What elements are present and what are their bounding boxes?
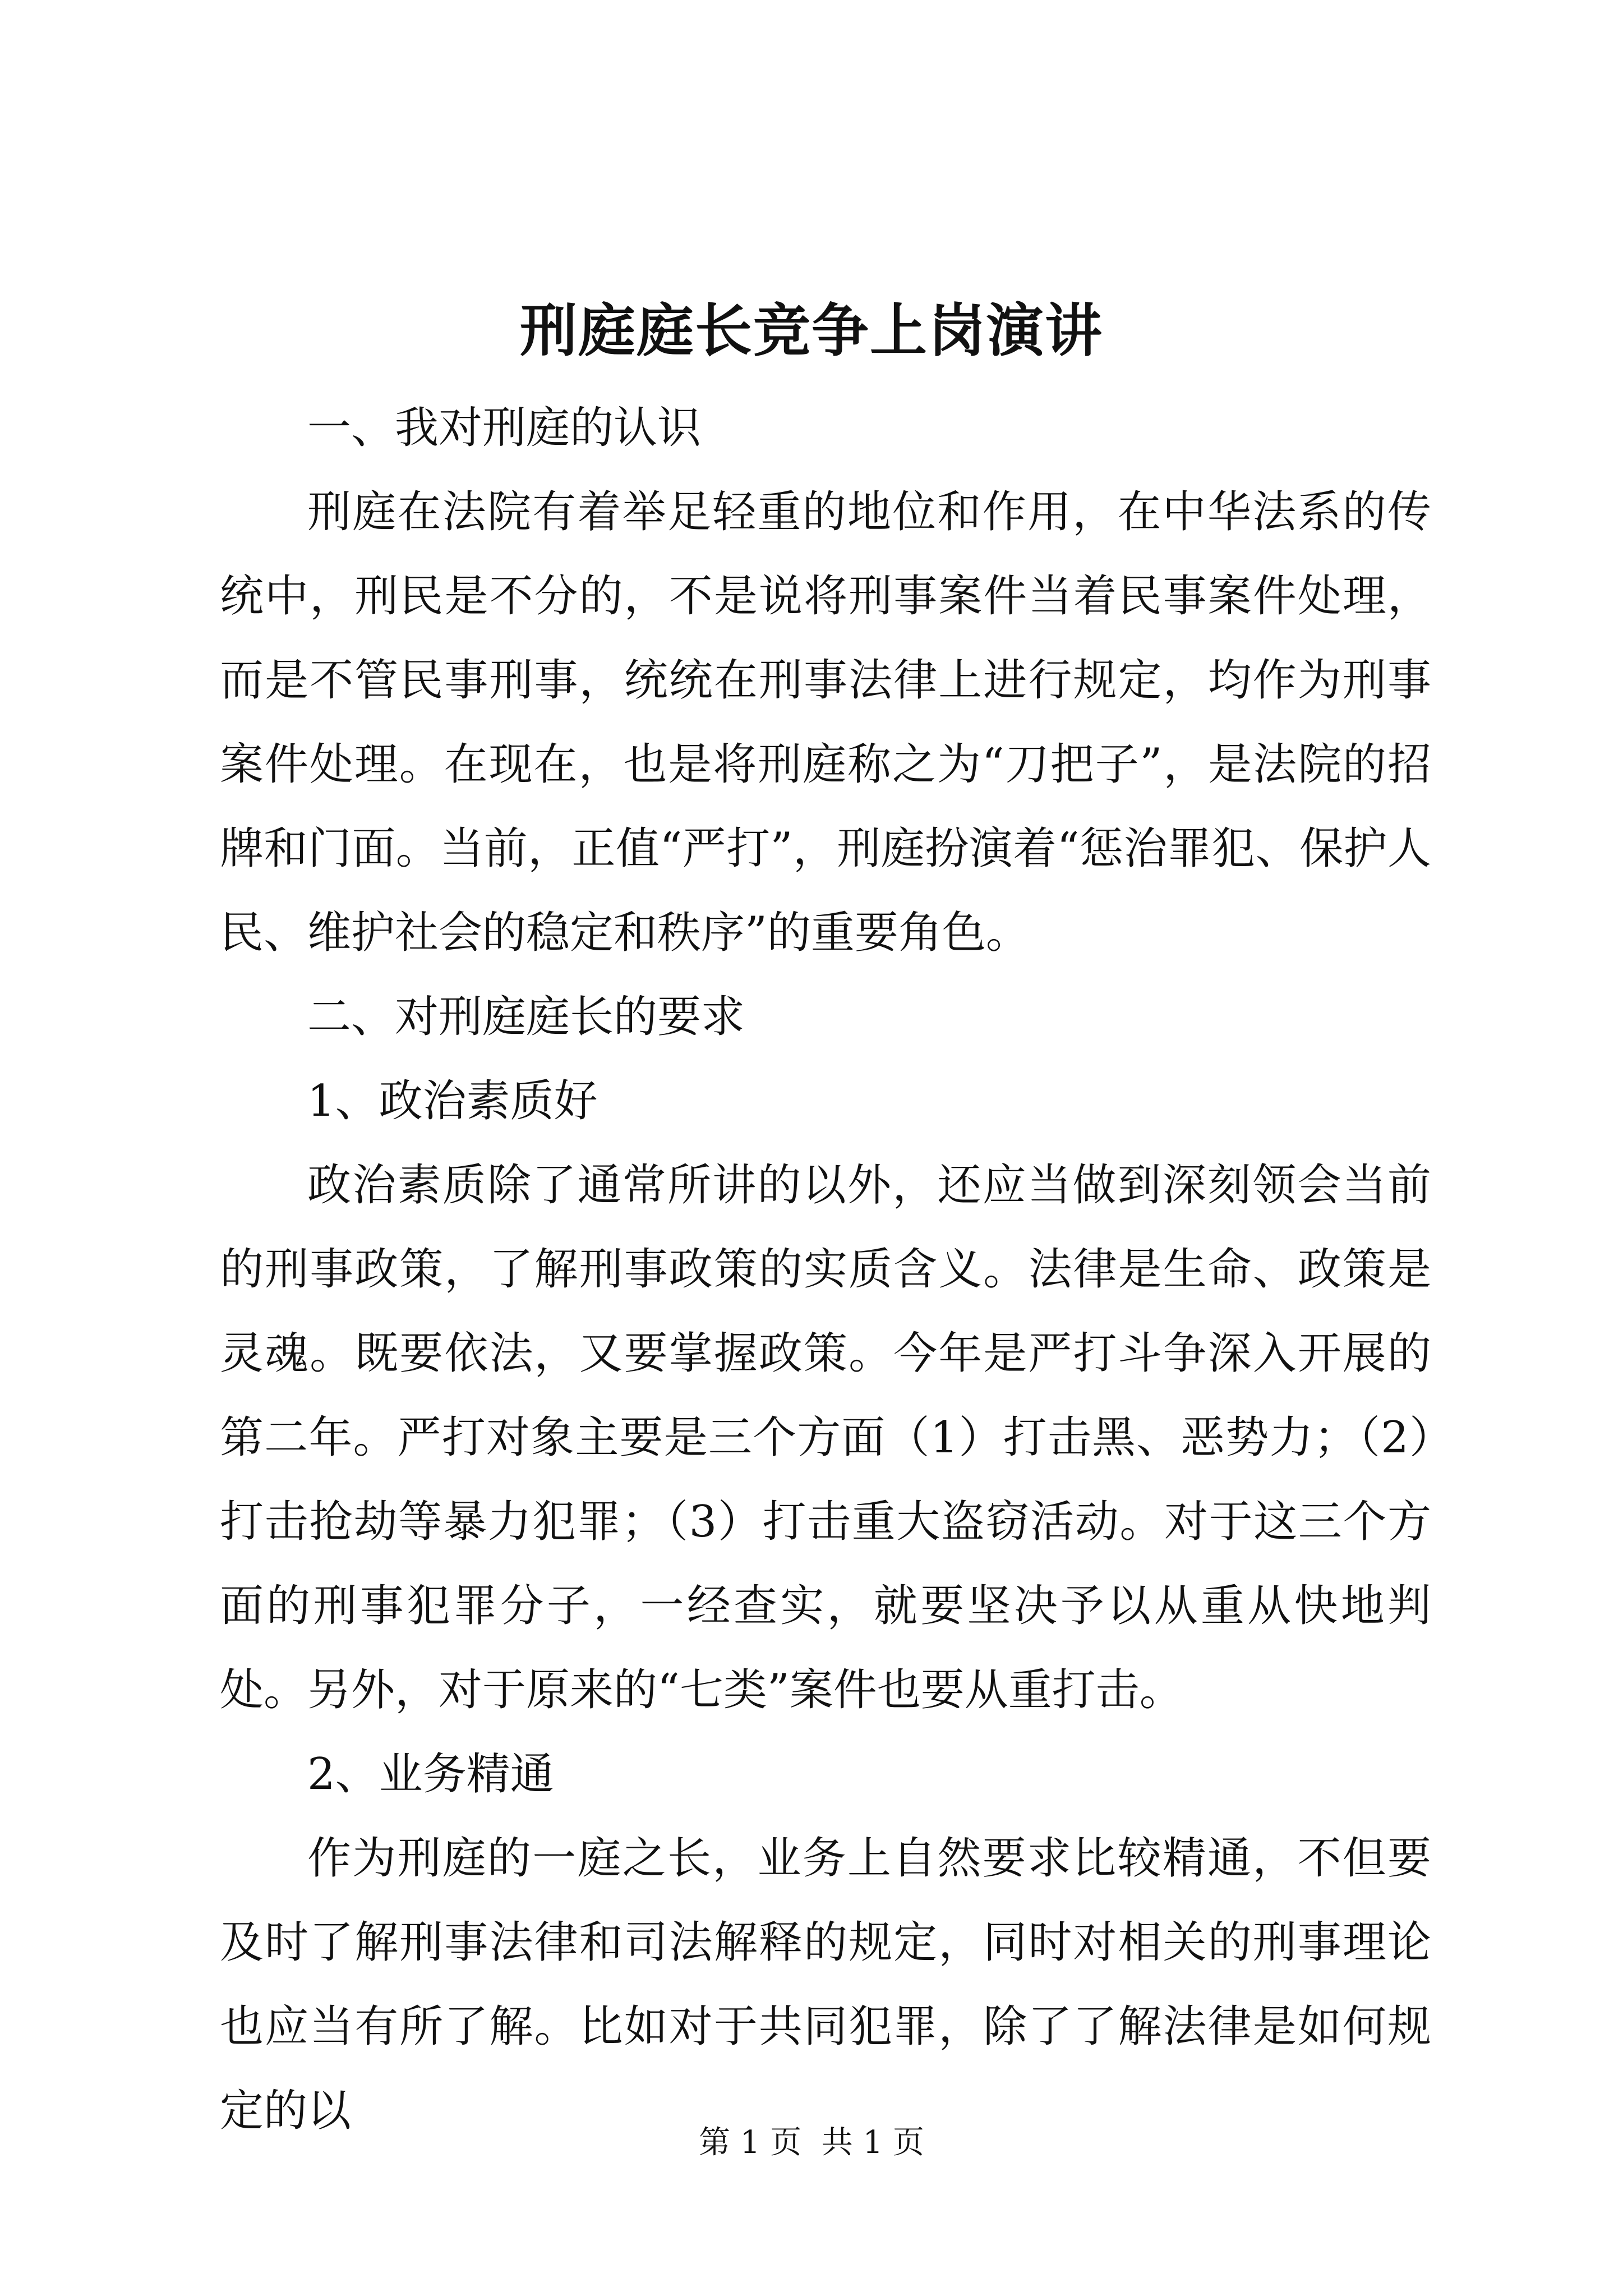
heading-section-2: 二、对刑庭庭长的要求: [307, 992, 745, 1042]
subheading-professional-skill: 2、业务精通: [307, 1749, 554, 1800]
document-title: 刑庭庭长竞争上岗演讲: [520, 297, 1103, 365]
paragraph-professional-skill: 作为刑庭的一庭之长，业务上自然要求比较精通，不但要及时了解刑事法律和司法解释的规定，同时对相关的刑事理论也应当有所了解。比如对于共同犯罪，除了了解法律是如何规定的以: [220, 1833, 1431, 2136]
paragraph-criminal-court-role: 刑庭在法院有着举足轻重的地位和作用，在中华法系的传统中，刑民是不分的，不是说将刑事案件当着民事案件处理，而是不管民事刑事，统统在刑事法律上进行规定，均作为刑事案件处理。在现在，也是将刑庭称之为“刀把子”，是法院的招牌和门面。当前，正值“严打”，刑庭扮演着“惩治罪犯、保护人民、维护社会的稳定和秩序”的重要角色。: [220, 487, 1431, 958]
page-number-label: 第 1 页 共 1 页: [698, 2124, 925, 2161]
heading-section-1: 一、我对刑庭的认识: [307, 403, 702, 453]
page-footer: [0, 2120, 1623, 2165]
subheading-political-quality: 1、政治素质好: [307, 1076, 598, 1126]
document-body: [220, 386, 1431, 2153]
paragraph-political-quality: 政治素质除了通常所讲的以外，还应当做到深刻领会当前的刑事政策，了解刑事政策的实质含义。法律是生命、政策是灵魂。既要依法，又要掌握政策。今年是严打斗争深入开展的第二年。严打对象主要是三个方面（1）打击黑、恶势力；（2）打击抢劫等暴力犯罪；（3）打击重大盗窃活动。对于这三个方面的刑事犯罪分子，一经查实，就要坚决予以从重从快地判处。另外，对于原来的“七类”案件也要从重打击。: [220, 1160, 1431, 1715]
